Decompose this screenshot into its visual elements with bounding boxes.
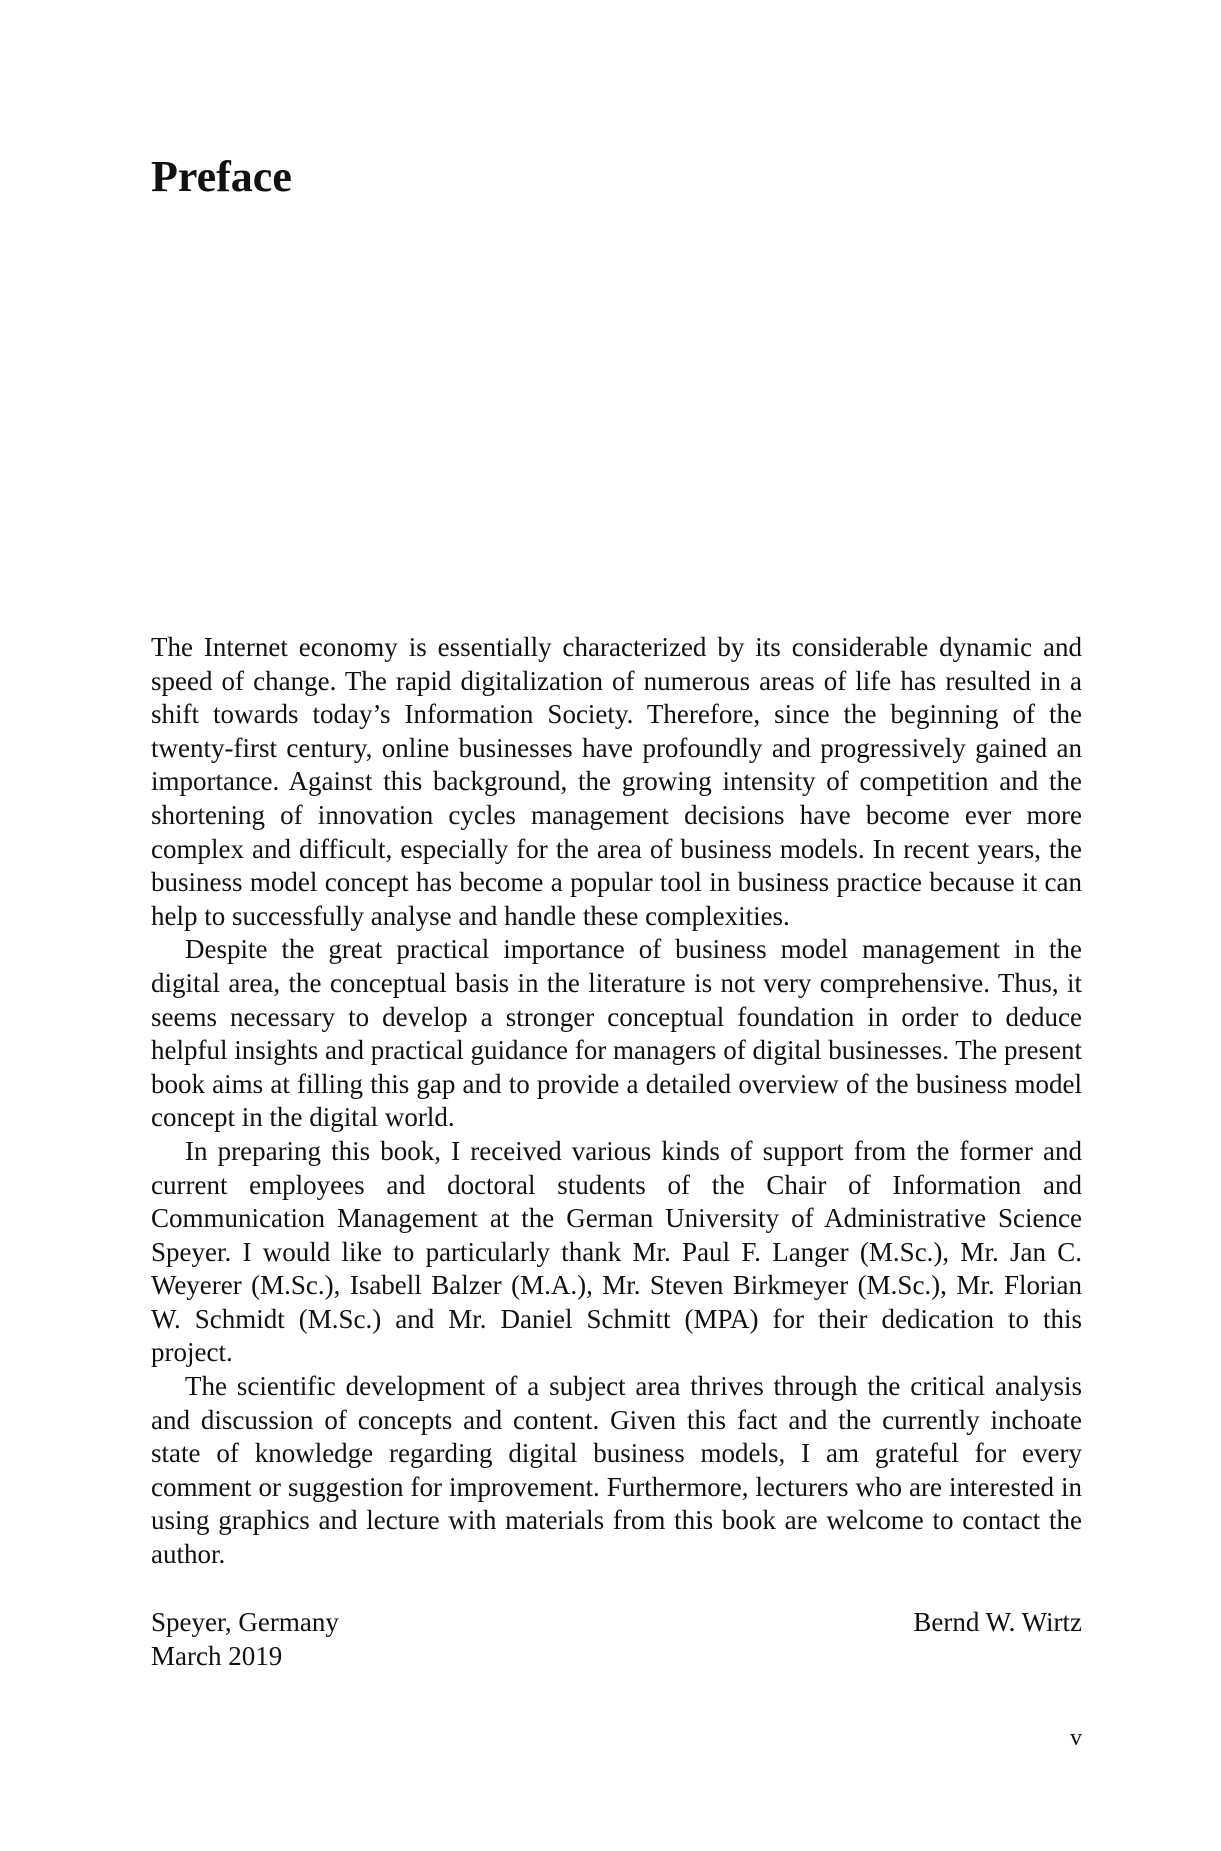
signature-place: Speyer, Germany <box>151 1607 339 1637</box>
paragraph-3: In preparing this book, I received various kinds of support from the former and current employees and doctoral students of the Chair of Information and Communication Management at the German University of Administrative Science Speyer. I would like to particularly thank Mr. Paul F. Langer (M.Sc.), Mr. Jan C. Weyerer (M.Sc.), Isabell Balzer (M.A.), Mr. Steven Birkmeyer (M.Sc.), Mr. Florian W. Schmidt (M.Sc.) and Mr. Daniel Schmitt (MPA) for their dedication to this project. <box>151 1135 1082 1368</box>
preface-body <box>151 631 1082 1572</box>
signature-place-date <box>151 1606 339 1673</box>
signature-author: Bernd W. Wirtz <box>913 1607 1082 1637</box>
paragraph-4: The scientific development of a subject area thrives through the critical analysis and discussion of concepts and content. Given this fact and the currently inchoate state of knowledge regarding digital business models, I am grateful for every comment or suggestion for improvement. Furthermore, lecturers who are interested in using graphics and lecture with materials from this book are welcome to contact the author. <box>151 1371 1082 1570</box>
signature-block <box>151 1606 1082 1673</box>
page-number: v <box>1070 1725 1082 1751</box>
paragraph-1: The Internet economy is essentially characterized by its considerable dynamic and speed of change. The rapid digitalization of numerous areas of life has resulted in a shift towards today’s Information Society. Therefore, since the beginning of the twenty-first century, online businesses have profoundly and progressively gained an importance. Against this background, the growing intensity of competition and the shortening of innovation cycles management decisions have become ever more complex and difficult, especially for the area of business models. In recent years, the business model concept has become a popular tool in business practice because it can help to successfully analyse and handle these complexities. <box>151 632 1082 931</box>
signature-date: March 2019 <box>151 1640 283 1671</box>
paragraph-2: Despite the great practical importance of business model management in the digital area, the conceptual basis in the literature is not very comprehensive. Thus, it seems necessary to develop a stronger conceptual foundation in order to deduce helpful insights and practical guidance for managers of digital businesses. The present book aims at filling this gap and to provide a detailed overview of the business model concept in the digital world. <box>151 934 1082 1133</box>
signature-author-block <box>913 1606 1082 1640</box>
page-title: Preface <box>151 152 292 201</box>
